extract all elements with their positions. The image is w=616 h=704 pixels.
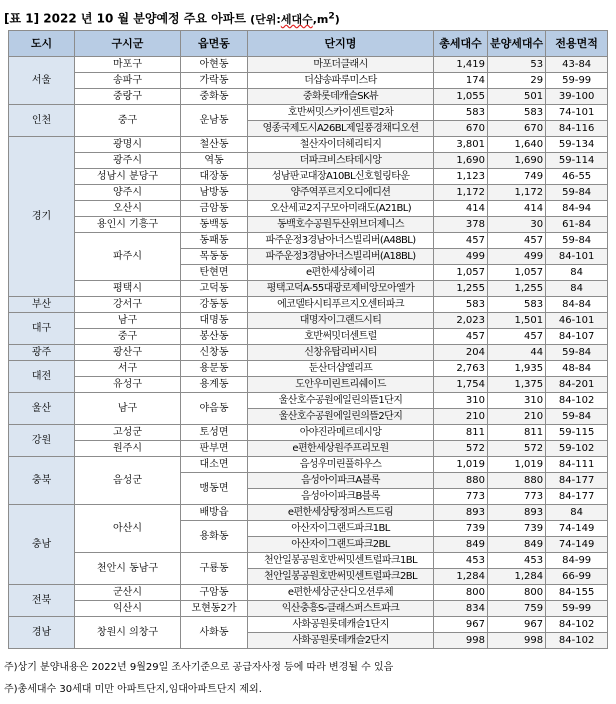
complex-name-cell: 둔산더샵엘리프 (248, 361, 434, 377)
area-cell: 59-84 (546, 409, 608, 425)
area-cell: 48-84 (546, 361, 608, 377)
district-cell: 원주시 (75, 441, 181, 457)
district-cell: 마포구 (75, 57, 181, 73)
town-cell: 대장동 (181, 169, 248, 185)
total-units-cell: 1,255 (434, 281, 488, 297)
district-cell: 중구 (75, 329, 181, 345)
sale-units-cell: 210 (488, 409, 546, 425)
sale-units-cell: 1,172 (488, 185, 546, 201)
complex-name-cell: 중화롯데캐슬SK뷰 (248, 89, 434, 105)
sale-units-cell: 880 (488, 473, 546, 489)
area-cell: 59-134 (546, 137, 608, 153)
footnotes (4, 657, 393, 701)
table-row (9, 89, 608, 105)
town-cell: 용문동 (181, 361, 248, 377)
town-cell: 대소면 (181, 457, 248, 473)
sale-units-cell: 739 (488, 521, 546, 537)
town-cell: 봉산동 (181, 329, 248, 345)
area-cell: 59-99 (546, 73, 608, 89)
area-cell: 84-116 (546, 121, 608, 137)
table-row (9, 233, 608, 249)
total-units-cell: 1,172 (434, 185, 488, 201)
area-cell: 84-201 (546, 377, 608, 393)
sale-units-cell: 1,057 (488, 265, 546, 281)
town-cell: 목동동 (181, 249, 248, 265)
area-cell: 74-101 (546, 105, 608, 121)
total-units-cell: 583 (434, 297, 488, 313)
table-row (9, 585, 608, 601)
district-cell: 광명시 (75, 137, 181, 153)
town-cell: 남방동 (181, 185, 248, 201)
area-cell: 84-99 (546, 553, 608, 569)
town-cell: 아현동 (181, 57, 248, 73)
table-row (9, 441, 608, 457)
town-cell: 동패동 (181, 233, 248, 249)
sale-units-cell: 670 (488, 121, 546, 137)
area-cell: 46-101 (546, 313, 608, 329)
area-cell: 59-84 (546, 233, 608, 249)
total-units-cell: 1,055 (434, 89, 488, 105)
district-cell: 파주시 (75, 233, 181, 281)
region-cell: 충북 (9, 457, 75, 505)
table-row (9, 505, 608, 521)
total-units-cell: 1,019 (434, 457, 488, 473)
town-cell: 구암동 (181, 585, 248, 601)
region-cell: 경남 (9, 617, 75, 649)
total-units-cell: 453 (434, 553, 488, 569)
total-units-cell: 893 (434, 505, 488, 521)
area-cell: 59-115 (546, 425, 608, 441)
complex-name-cell: 더샵송파루미스타 (248, 73, 434, 89)
table-row (9, 361, 608, 377)
sale-units-cell: 1,255 (488, 281, 546, 297)
region-cell: 대구 (9, 313, 75, 345)
complex-name-cell: 대명자이그랜드시티 (248, 313, 434, 329)
total-units-cell: 572 (434, 441, 488, 457)
complex-name-cell: 익산충흥S-클래스퍼스트파크 (248, 601, 434, 617)
apartment-table (8, 30, 608, 649)
table-row (9, 153, 608, 169)
total-units-cell: 457 (434, 329, 488, 345)
area-cell: 84-107 (546, 329, 608, 345)
area-cell: 84-102 (546, 633, 608, 649)
complex-name-cell: 아산자이그랜드파크2BL (248, 537, 434, 553)
table-body (9, 57, 608, 649)
total-units-cell: 2,763 (434, 361, 488, 377)
table-title (4, 5, 340, 27)
complex-name-cell: e편한세상헤이리 (248, 265, 434, 281)
sale-units-cell: 967 (488, 617, 546, 633)
complex-name-cell: 아산자이그랜드파크1BL (248, 521, 434, 537)
district-cell: 광주시 (75, 153, 181, 169)
area-cell: 84-102 (546, 617, 608, 633)
sale-units-cell: 583 (488, 297, 546, 313)
sale-units-cell: 583 (488, 105, 546, 121)
town-cell: 역동 (181, 153, 248, 169)
header-total-units: 총세대수 (434, 31, 488, 57)
district-cell: 유성구 (75, 377, 181, 393)
table-row (9, 169, 608, 185)
town-cell: 판부면 (181, 441, 248, 457)
region-cell: 충남 (9, 505, 75, 585)
town-cell: 모현동2가 (181, 601, 248, 617)
table-row (9, 617, 608, 633)
area-cell: 84-84 (546, 297, 608, 313)
complex-name-cell: 도안우미린트리쉐이드 (248, 377, 434, 393)
total-units-cell: 583 (434, 105, 488, 121)
header-city: 도시 (9, 31, 75, 57)
table-row (9, 553, 608, 569)
region-cell: 울산 (9, 393, 75, 425)
area-cell: 84-155 (546, 585, 608, 601)
sale-units-cell: 414 (488, 201, 546, 217)
area-cell: 61-84 (546, 217, 608, 233)
sale-units-cell: 457 (488, 329, 546, 345)
district-cell: 중구 (75, 105, 181, 137)
town-cell: 철산동 (181, 137, 248, 153)
total-units-cell: 1,284 (434, 569, 488, 585)
sale-units-cell: 44 (488, 345, 546, 361)
table-header-row (9, 31, 608, 57)
table-row (9, 457, 608, 473)
area-cell: 39-100 (546, 89, 608, 105)
total-units-cell: 457 (434, 233, 488, 249)
sale-units-cell: 1,935 (488, 361, 546, 377)
complex-name-cell: e편한세상원주프리모원 (248, 441, 434, 457)
complex-name-cell: 음성아이파크A블록 (248, 473, 434, 489)
complex-name-cell: 파주운정3경남아너스빌리버(A18BL) (248, 249, 434, 265)
total-units-cell: 378 (434, 217, 488, 233)
area-cell: 84-111 (546, 457, 608, 473)
total-units-cell: 2,023 (434, 313, 488, 329)
area-cell: 46-55 (546, 169, 608, 185)
area-cell: 43-84 (546, 57, 608, 73)
area-cell: 84-177 (546, 473, 608, 489)
header-complex: 단지명 (248, 31, 434, 57)
complex-name-cell: 마포더클래시 (248, 57, 434, 73)
district-cell: 중랑구 (75, 89, 181, 105)
total-units-cell: 998 (434, 633, 488, 649)
total-units-cell: 1,123 (434, 169, 488, 185)
table-row (9, 57, 608, 73)
header-sale-units: 분양세대수 (488, 31, 546, 57)
sale-units-cell: 1,375 (488, 377, 546, 393)
complex-name-cell: 음성아이파크B블록 (248, 489, 434, 505)
complex-name-cell: 신창유탑리버시티 (248, 345, 434, 361)
town-cell: 용화동 (181, 521, 248, 553)
district-cell: 양주시 (75, 185, 181, 201)
district-cell: 창원시 의창구 (75, 617, 181, 649)
district-cell: 남구 (75, 393, 181, 425)
sale-units-cell: 1,501 (488, 313, 546, 329)
sale-units-cell: 749 (488, 169, 546, 185)
sale-units-cell: 499 (488, 249, 546, 265)
table-row (9, 201, 608, 217)
area-cell: 84-177 (546, 489, 608, 505)
town-cell: 신창동 (181, 345, 248, 361)
complex-name-cell: 아야진라메르데시앙 (248, 425, 434, 441)
complex-name-cell: 호반써밋더센트럴 (248, 329, 434, 345)
district-cell: 남구 (75, 313, 181, 329)
region-cell: 서울 (9, 57, 75, 105)
complex-name-cell: 호반써밋스카이센트럴2차 (248, 105, 434, 121)
sale-units-cell: 849 (488, 537, 546, 553)
town-cell: 탄현면 (181, 265, 248, 281)
complex-name-cell: 더파크비스타데시앙 (248, 153, 434, 169)
area-cell: 84-94 (546, 201, 608, 217)
table-row (9, 601, 608, 617)
complex-name-cell: 영종국제도시A26BL제일풍경채디오션 (248, 121, 434, 137)
region-cell: 인천 (9, 105, 75, 137)
region-cell: 전북 (9, 585, 75, 617)
total-units-cell: 3,801 (434, 137, 488, 153)
area-cell: 74-149 (546, 537, 608, 553)
district-cell: 음성군 (75, 457, 181, 505)
table-row (9, 313, 608, 329)
district-cell: 아산시 (75, 505, 181, 553)
sale-units-cell: 310 (488, 393, 546, 409)
sale-units-cell: 453 (488, 553, 546, 569)
footnote: 주)총세대수 30세대 미만 아파트단지,임대아파트단지 제외. (4, 684, 262, 695)
town-cell: 대명동 (181, 313, 248, 329)
sale-units-cell: 30 (488, 217, 546, 233)
sale-units-cell: 893 (488, 505, 546, 521)
town-cell: 용계동 (181, 377, 248, 393)
header-area: 전용면적 (546, 31, 608, 57)
town-cell: 운남동 (181, 105, 248, 137)
table-title-main: [표 1] 2022 년 10 월 분양예정 주요 아파트 (4, 11, 246, 26)
area-cell: 59-84 (546, 185, 608, 201)
total-units-cell: 1,690 (434, 153, 488, 169)
header-town: 읍면동 (181, 31, 248, 57)
region-cell: 경기 (9, 137, 75, 297)
complex-name-cell: 에코델타시티푸르지오센터파크 (248, 297, 434, 313)
region-cell: 대전 (9, 361, 75, 393)
table-row (9, 345, 608, 361)
table-row (9, 137, 608, 153)
complex-name-cell: 음성우미린풀하우스 (248, 457, 434, 473)
town-cell: 고덕동 (181, 281, 248, 297)
sale-units-cell: 1,690 (488, 153, 546, 169)
total-units-cell: 414 (434, 201, 488, 217)
table-row (9, 425, 608, 441)
sale-units-cell: 998 (488, 633, 546, 649)
town-cell: 맹동면 (181, 473, 248, 505)
district-cell: 군산시 (75, 585, 181, 601)
total-units-cell: 1,754 (434, 377, 488, 393)
sale-units-cell: 811 (488, 425, 546, 441)
header-district: 구시군 (75, 31, 181, 57)
sale-units-cell: 457 (488, 233, 546, 249)
sale-units-cell: 773 (488, 489, 546, 505)
total-units-cell: 1,419 (434, 57, 488, 73)
total-units-cell: 310 (434, 393, 488, 409)
town-cell: 중화동 (181, 89, 248, 105)
complex-name-cell: 울산호수공원에일린의뜰2단지 (248, 409, 434, 425)
complex-name-cell: 천안일봉공원호반써밋센트럴파크2BL (248, 569, 434, 585)
area-cell: 84-101 (546, 249, 608, 265)
total-units-cell: 800 (434, 585, 488, 601)
table-row (9, 329, 608, 345)
town-cell: 동백동 (181, 217, 248, 233)
district-cell: 서구 (75, 361, 181, 377)
sale-units-cell: 501 (488, 89, 546, 105)
district-cell: 용인시 기흥구 (75, 217, 181, 233)
table-row (9, 217, 608, 233)
town-cell: 토성면 (181, 425, 248, 441)
total-units-cell: 834 (434, 601, 488, 617)
complex-name-cell: 평택고덕A-55대광로제비앙모아엘가 (248, 281, 434, 297)
complex-name-cell: 동백호수공원두산위브더제니스 (248, 217, 434, 233)
table-row (9, 73, 608, 89)
district-cell: 광산구 (75, 345, 181, 361)
area-cell: 74-149 (546, 521, 608, 537)
sale-units-cell: 53 (488, 57, 546, 73)
table-row (9, 105, 608, 121)
total-units-cell: 204 (434, 345, 488, 361)
region-cell: 강원 (9, 425, 75, 457)
complex-name-cell: 사화공원롯데캐슬1단지 (248, 617, 434, 633)
complex-name-cell: 성남판교대장A10BL신호힐링타운 (248, 169, 434, 185)
sale-units-cell: 1,019 (488, 457, 546, 473)
sale-units-cell: 572 (488, 441, 546, 457)
town-cell: 야음동 (181, 393, 248, 425)
table-row (9, 297, 608, 313)
town-cell: 구룡동 (181, 553, 248, 585)
complex-name-cell: 양주역푸르지오디에디션 (248, 185, 434, 201)
district-cell: 고성군 (75, 425, 181, 441)
total-units-cell: 849 (434, 537, 488, 553)
area-cell: 84 (546, 505, 608, 521)
town-cell: 강동동 (181, 297, 248, 313)
unit-note: (단위:세대수$,m^2$) (250, 10, 340, 26)
total-units-cell: 811 (434, 425, 488, 441)
complex-name-cell: 울산호수공원에일린의뜰1단지 (248, 393, 434, 409)
sale-units-cell: 29 (488, 73, 546, 89)
area-cell: 59-114 (546, 153, 608, 169)
district-cell: 천안시 동남구 (75, 553, 181, 585)
area-cell: 59-102 (546, 441, 608, 457)
total-units-cell: 210 (434, 409, 488, 425)
area-cell: 84 (546, 265, 608, 281)
table-row (9, 393, 608, 409)
total-units-cell: 739 (434, 521, 488, 537)
district-cell: 평택시 (75, 281, 181, 297)
district-cell: 오산시 (75, 201, 181, 217)
total-units-cell: 499 (434, 249, 488, 265)
town-cell: 배방읍 (181, 505, 248, 521)
complex-name-cell: e편한세상탕정퍼스트드림 (248, 505, 434, 521)
area-cell: 59-84 (546, 345, 608, 361)
footnote: 주)상기 분양내용은 2022년 9월29일 조사기준으로 공급자사정 등에 따라 변경될 수 있음 (4, 662, 394, 673)
sale-units-cell: 800 (488, 585, 546, 601)
region-cell: 부산 (9, 297, 75, 313)
complex-name-cell: e편한세상군산디오션루체 (248, 585, 434, 601)
complex-name-cell: 파주운정3경남아너스빌리버(A48BL) (248, 233, 434, 249)
area-cell: 84-102 (546, 393, 608, 409)
town-cell: 가락동 (181, 73, 248, 89)
total-units-cell: 880 (434, 473, 488, 489)
total-units-cell: 773 (434, 489, 488, 505)
complex-name-cell: 철산자이더헤리티지 (248, 137, 434, 153)
table-row (9, 377, 608, 393)
total-units-cell: 174 (434, 73, 488, 89)
district-cell: 성남시 분당구 (75, 169, 181, 185)
complex-name-cell: 오산세교2지구모아미래도(A21BL) (248, 201, 434, 217)
sale-units-cell: 1,640 (488, 137, 546, 153)
area-cell: 84 (546, 281, 608, 297)
district-cell: 강서구 (75, 297, 181, 313)
total-units-cell: 1,057 (434, 265, 488, 281)
district-cell: 익산시 (75, 601, 181, 617)
town-cell: 금암동 (181, 201, 248, 217)
sale-units-cell: 1,284 (488, 569, 546, 585)
table-row (9, 281, 608, 297)
complex-name-cell: 사화공원롯데캐슬2단지 (248, 633, 434, 649)
complex-name-cell: 천안일봉공원호반써밋센트럴파크1BL (248, 553, 434, 569)
area-cell: 66-99 (546, 569, 608, 585)
table-row (9, 185, 608, 201)
total-units-cell: 967 (434, 617, 488, 633)
town-cell: 사화동 (181, 617, 248, 649)
area-cell: 59-99 (546, 601, 608, 617)
region-cell: 광주 (9, 345, 75, 361)
district-cell: 송파구 (75, 73, 181, 89)
total-units-cell: 670 (434, 121, 488, 137)
sale-units-cell: 759 (488, 601, 546, 617)
